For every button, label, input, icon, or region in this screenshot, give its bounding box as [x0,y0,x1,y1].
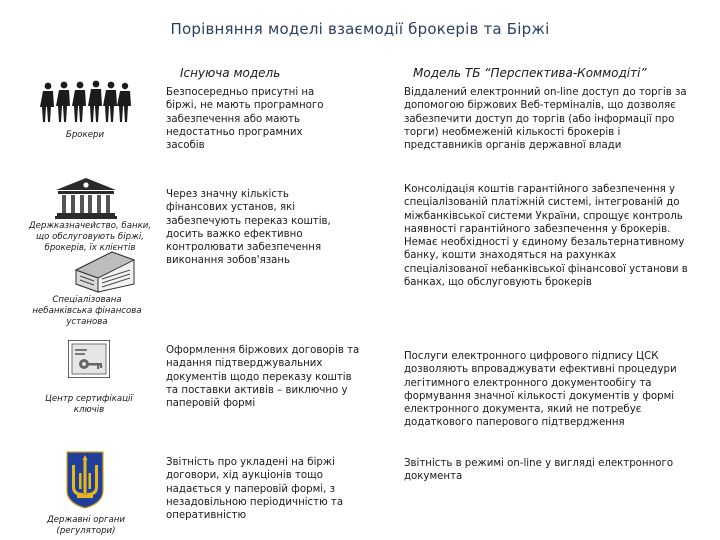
row4-current-text: Звітність про укладені на біржі договори, хід аукціонів тощо надається у паперовій формі, з незадовільною періодичністю та оперативністю [166,457,344,522]
row2-proposed-text: Консолідація коштів гарантійного забезпечення у спеціалізованій платіжній системі, інтегрованій до міжбанківської системи України, спрощує контроль наявності гарантійного забезпечення у брокерів. Немає необхідності у єдиному безальтернативному банку, кошти знаходяться на рахунках спеціалізованої небанківської фінансової установи в банках, що обслуговують брокерів [404,184,688,289]
row1-current-text: Безпосередньо присутні на біржі, не мають програмного забезпечення або мають недостатньо програмних засобів [166,87,324,152]
row4-proposed-text: Звітність в режимі on-line у вигляді електронного документа [404,458,674,483]
label-clearing-institution: Спеціалізована небанківська фінансова установа [32,295,142,327]
row1-proposed-text: Віддалений електронний on-line доступ до торгів за допомогою біржових Веб-терміналів, що дозволяє забезпечити доступ до торгів (або інформації про торги) необмеженій кількості брокерів і представників органів державної влади [404,87,687,152]
header-current-model: Існуюча модель [180,66,281,80]
certificate-key-icon [68,340,110,378]
office-building-icon [72,248,138,294]
trident-coat-of-arms-icon [66,451,104,509]
header-proposed-model: Модель ТБ “Перспектива-Коммодіті” [413,66,647,80]
businessmen-group-icon [40,80,132,124]
label-regulators: Державні органи (регулятори) [47,515,125,536]
label-treasury-banks: Держказначейство, банки, що обслуговують біржі, брокерів, їх клієнтів [28,221,152,253]
label-certification-center: Центр сертифікації ключів [45,394,133,415]
row2-current-text: Через значну кількість фінансових установ, які забезпечують переказ коштів, досить важко ефективно контролювати забезпечення виконання зобов'язань [166,189,331,267]
bank-building-icon [54,176,118,220]
row3-current-text: Оформлення біржових договорів та надання підтверджувальних документів щодо переказу коштів та поставки активів – виключно у паперовій формі [166,345,360,410]
row3-proposed-text: Послуги електронного цифрового підпису ЦСК дозволяють впроваджувати ефективні процедури легітимного електронного документообігу та формування значної кількості документів у формі електронного документа, який не потребує додаткового паперового підтвердження [404,351,677,429]
page-title: Порівняння моделі взаємодії брокерів та Біржі [170,20,550,38]
label-brokers: Брокери [65,130,105,140]
